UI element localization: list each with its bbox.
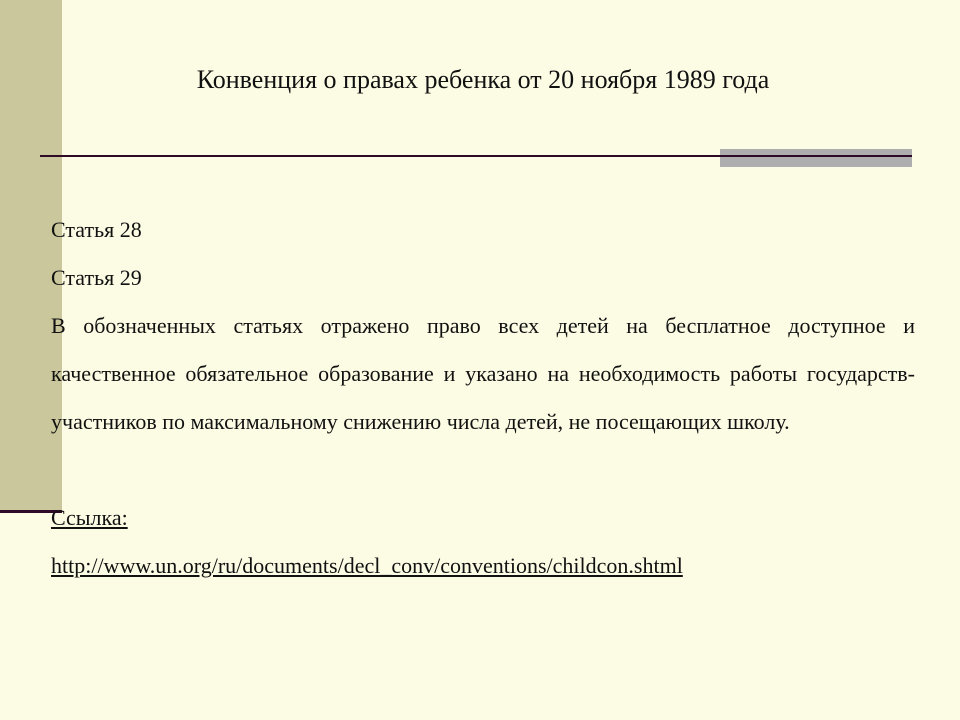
slide-title: Конвенция о правах ребенка от 20 ноября 1989 года <box>196 65 770 94</box>
article-29: Статья 29 <box>51 265 142 290</box>
reference-link[interactable]: http://www.un.org/ru/documents/decl_conv/conventions/childcon.shtml <box>51 553 683 578</box>
title-accent-line <box>720 155 912 157</box>
slide-content <box>51 206 915 590</box>
spacer <box>51 446 915 494</box>
link-label[interactable]: Ссылка: <box>51 505 128 530</box>
title-accent-bar <box>720 149 912 167</box>
body-paragraph: В обозначенных статьях отражено право всех детей на бесплатное доступное и качественное обязательное образование и указано на необходимость работы государств-участников по максимальному снижению числа детей, не посещающих школу. <box>51 313 915 434</box>
article-28: Статья 28 <box>51 217 142 242</box>
